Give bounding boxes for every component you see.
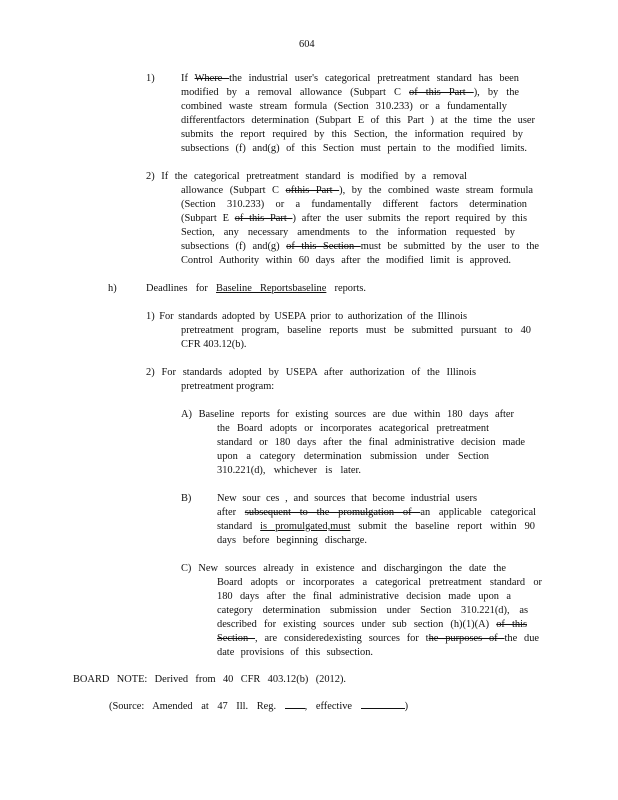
item-1-line-6: subsections (f) and(g) of this Section must pertain to the modified limits.: [181, 143, 527, 154]
item-2-line-3: (Section 310.233) or a fundamentally different factors determination: [181, 199, 527, 210]
hB-number: B): [181, 493, 192, 504]
item-1-line-5: submits the report required by this Section, the information required by: [181, 129, 523, 140]
hA-line-4: upon a category determination submission under Section: [217, 451, 489, 462]
h1-line-2: pretreatment program, baseline reports must be submitted pursuant to 40: [181, 325, 531, 336]
hC-line-5: described for existing sources under sub section (h)(1)(A) of this: [217, 619, 527, 630]
item-2-line-7: Control Authority within 60 days after the modified limit is approved.: [181, 255, 511, 266]
h-heading: Deadlines for Baseline Reportsbaseline reports.: [146, 283, 366, 294]
page-number: 604: [299, 39, 315, 50]
hC-line-2: Board adopts or incorporates a categorical pretreatment standard or: [217, 577, 542, 588]
item-1-line-1: If Where the industrial user's categorical pretreatment standard has been: [181, 73, 519, 84]
item-2-line-5: Section, any necessary amendments to the information requested by: [181, 227, 515, 238]
hA-line-3: standard or 180 days after the final administrative decision made: [217, 437, 525, 448]
hB-line-4: days before beginning discharge.: [217, 535, 367, 546]
item-2-line-6: subsections (f) and(g) of this Section must be submitted by the user to the: [181, 241, 539, 252]
item-2-line-1: 2) If the categorical pretreatment standard is modified by a removal: [146, 171, 467, 182]
item-1-line-4: differentfactors determination (Subpart E of this Part ) at the time the user: [181, 115, 535, 126]
hA-line-1: A) Baseline reports for existing sources are due within 180 days after: [181, 409, 514, 420]
item-2-line-4: (Subpart E of this Part ) after the user submits the report required by this: [181, 213, 528, 224]
h-number: h): [108, 283, 117, 294]
item-2-line-2: allowance (Subpart C ofthis Part ), by the combined waste stream formula: [181, 185, 534, 196]
h1-line-1: 1) For standards adopted by USEPA prior to authorization of the Illinois: [146, 311, 467, 322]
hB-line-1: New sour ces , and sources that become industrial users: [217, 493, 477, 504]
item-1-line-2: modified by a removal allowance (Subpart C of this Part ), by the: [181, 87, 520, 98]
item-1-number: 1): [146, 73, 155, 84]
effective-date-blank: [361, 699, 405, 709]
h2-line-1: 2) For standards adopted by USEPA after authorization of the Illinois: [146, 367, 476, 378]
hA-line-5: 310.221(d), whichever is later.: [217, 465, 361, 476]
hC-line-7: date provisions of this subsection.: [217, 647, 373, 658]
hB-line-2: after subsequent to the promulgation of an applicable categorical: [217, 507, 536, 518]
source-line: (Source: Amended at 47 Ill. Reg. , effective ): [109, 701, 409, 712]
hC-line-1: C) New sources already in existence and dischargingon the date the: [181, 563, 506, 574]
item-1-line-3: combined waste stream formula (Section 310.233) or a fundamentally: [181, 101, 507, 112]
board-note: BOARD NOTE: Derived from 40 CFR 403.12(b) (2012).: [73, 674, 346, 685]
hC-line-4: category determination submission under Section 310.221(d), as: [217, 605, 528, 616]
hB-line-3: standard is promulgated,must submit the baseline report within 90: [217, 521, 535, 532]
hC-line-3: 180 days after the final administrative decision made upon a: [217, 591, 511, 602]
h2-line-2: pretreatment program:: [181, 381, 275, 392]
hC-line-6: Section , are consideredexisting sources for the purposes of the due: [217, 633, 540, 644]
h1-line-3: CFR 403.12(b).: [181, 339, 247, 350]
hA-line-2: the Board adopts or incorporates acategorical pretreatment: [217, 423, 489, 434]
register-blank: [285, 699, 305, 709]
